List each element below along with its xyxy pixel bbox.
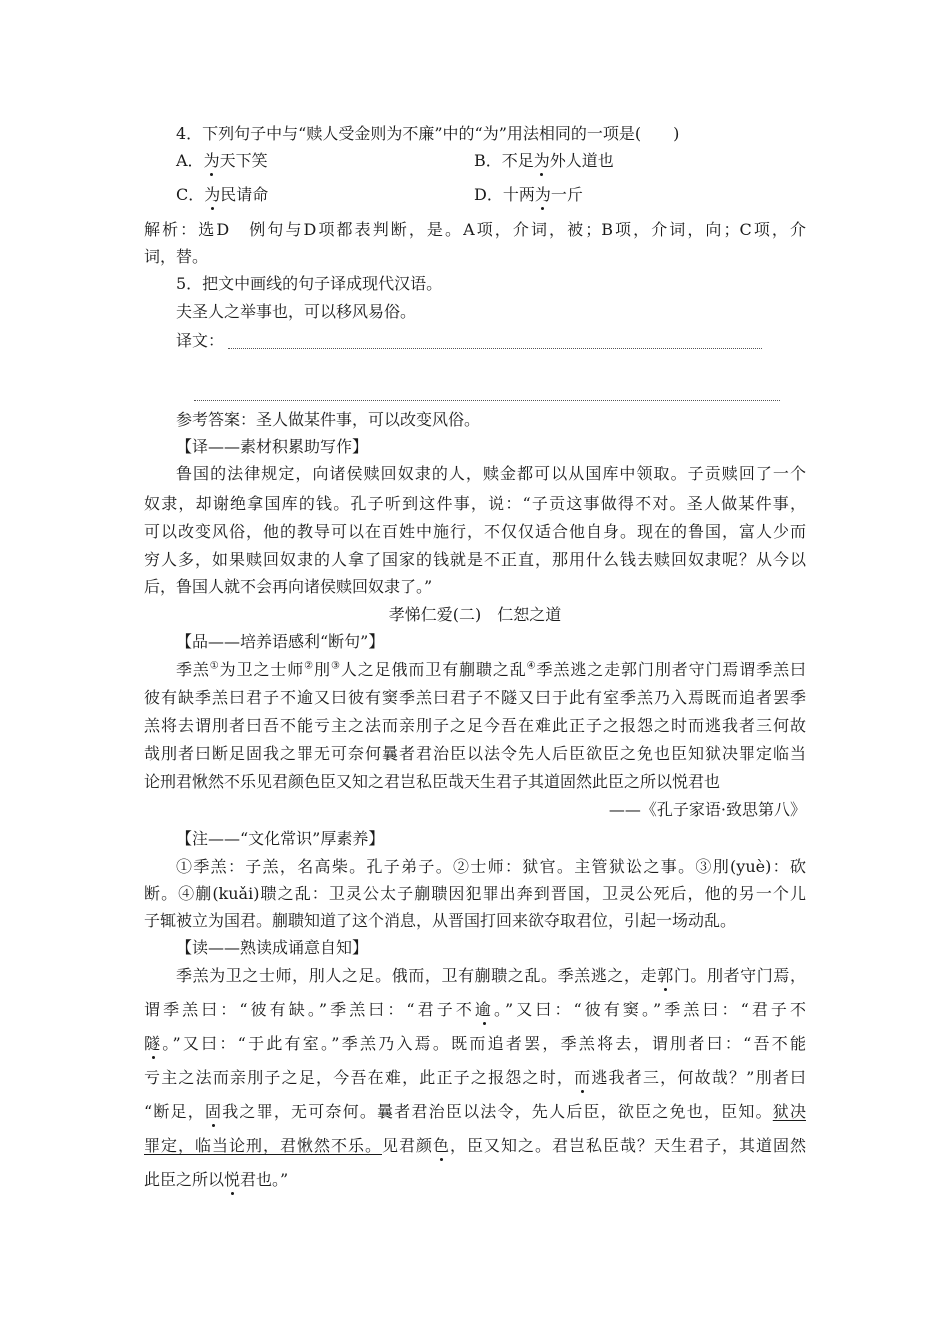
pin-line-5: 论刑君愀然不乐见君颜色臣又知之君岂私臣哉天生君子其道固然此臣之所以悦君也 bbox=[144, 772, 721, 791]
q4-a-text: 天下笑 bbox=[219, 151, 268, 170]
q4-analysis-line-1: 解析：选D 例句与D项都表判断，是。A项，介词，被；B项，介词，向；C项，介 bbox=[144, 220, 806, 239]
footnote-4-marker: ④ bbox=[526, 660, 537, 672]
note-line-1: ①季羔：子羔，名高柴。孔子弟子。②士师：狱官。主管狱讼之事。③刖(yuè)：砍 bbox=[176, 857, 806, 876]
q4-option-d bbox=[474, 185, 583, 205]
q4-a-dotted: 为 bbox=[203, 151, 220, 170]
read-dotted-4: 而 bbox=[574, 1068, 592, 1087]
pin-line-1: 季羔①为卫之士师②刖③人之足俄而卫有蒯聩之乱④季羔逃之走郭门刖者守门焉谓季羔曰 bbox=[176, 660, 806, 679]
translation-line-5: 后，鲁国人就不会再向诸侯赎回奴隶了。” bbox=[144, 577, 433, 596]
read-line-6: 罪定，临当论刑，君愀然不乐。见君颜色，臣又知之。君岂私臣哉？天生君子，其道固然 bbox=[144, 1136, 806, 1155]
note-line-2: 断。④蒯(kuǎi)聩之乱：卫灵公太子蒯聩因犯罪出奔到晋国，卫灵公死后，他的另一个儿 bbox=[144, 884, 806, 903]
q4-option-c bbox=[176, 185, 268, 205]
read-underlined-2: 罪定，临当论刑，君愀然不乐。 bbox=[144, 1136, 382, 1155]
q5-answer-blank-2[interactable] bbox=[194, 400, 780, 401]
q5-answer-blank-1[interactable] bbox=[228, 348, 762, 349]
read-line-5: “断足，固我之罪，无可奈何。曩者君治臣以法令，先人后臣，欲臣之免也，臣知。狱决 bbox=[144, 1102, 806, 1121]
translation-line-2: 奴隶，却谢绝拿国库的钱。孔子听到这件事，说：“子贡这事做得不对。圣人做某件事， bbox=[144, 494, 806, 513]
translation-line-1: 鲁国的法律规定，向诸侯赎回奴隶的人，赎金都可以从国库中领取。子贡赎回了一个 bbox=[176, 464, 806, 483]
read-dotted-3: 隧 bbox=[144, 1034, 163, 1053]
read-dotted-6: 色 bbox=[432, 1136, 450, 1155]
read-line-1: 季羔为卫之士师，刖人之足。俄而，卫有蒯聩之乱。季羔逃之，走郭门。刖者守门焉， bbox=[176, 966, 806, 985]
q4-option-a bbox=[176, 151, 268, 171]
read-line-4: 亏主之法而亲刖子之足，今吾在难，此正子之报怨之时，而逃我者三，何故哉？”刖者曰 bbox=[144, 1068, 806, 1087]
read-dotted-7: 悦 bbox=[224, 1170, 241, 1189]
q4-stem: 4．下列句子中与“赎人受金则为不廉”中的“为”用法相同的一项是( ) bbox=[176, 124, 680, 143]
q4-a-prefix: A． bbox=[176, 151, 204, 170]
q5-stem: 5．把文中画线的句子译成现代汉语。 bbox=[176, 274, 443, 293]
q4-c-prefix: C． bbox=[176, 185, 205, 204]
read-line-7: 此臣之所以悦君也。” bbox=[144, 1170, 289, 1189]
read-heading: 【读——熟读成诵意自知】 bbox=[176, 938, 369, 957]
footnote-2-marker: ② bbox=[304, 660, 315, 672]
read-dotted-2: 逾 bbox=[474, 1000, 494, 1019]
note-heading: 【注——“文化常识”厚素养】 bbox=[176, 829, 385, 848]
q5-reference-answer: 参考答案：圣人做某件事，可以改变风俗。 bbox=[176, 410, 481, 429]
q5-translation-label: 译文： bbox=[176, 331, 225, 350]
pin-line-3: 羔将去谓刖者曰吾不能亏主之法而亲刖子之足今吾在难此正子之报怨之时而逃我者三何故 bbox=[144, 716, 806, 735]
q5-sentence: 夫圣人之举事也，可以移风易俗。 bbox=[176, 302, 417, 321]
q4-analysis-line-2: 词，替。 bbox=[144, 247, 209, 266]
pin-source: ——《孔子家语·致思第八》 bbox=[608, 800, 806, 819]
read-dotted-5: 固 bbox=[205, 1102, 223, 1121]
q4-b-dotted: 为 bbox=[533, 151, 550, 170]
q4-d-text: 一斤 bbox=[550, 185, 583, 204]
translation-line-3: 可以改变风俗，他的教导可以在百姓中施行，不仅仅适合他自身。现在的鲁国，富人少而 bbox=[144, 522, 806, 541]
read-line-2: 谓季羔曰：“彼有缺。”季羔曰：“君子不逾。”又曰：“彼有窦。”季羔曰：“君子不 bbox=[144, 1000, 806, 1019]
note-line-3: 子辄被立为国君。蒯聩知道了这个消息，从晋国打回来欲夺取君位，引起一场动乱。 bbox=[144, 911, 737, 930]
q4-b-prefix: B．不足 bbox=[474, 151, 534, 170]
translation-line-4: 穷人多，如果赎回奴隶的人拿了国家的钱就是不正直，那用什么钱去赎回奴隶呢？从今以 bbox=[144, 550, 806, 569]
translation-heading: 【译——素材积累助写作】 bbox=[176, 437, 369, 456]
q4-c-text: 民请命 bbox=[220, 185, 269, 204]
read-line-3: 隧。”又曰：“于此有室。”季羔乃入焉。既而追者罢，季羔将去，谓刖者曰：“吾不能 bbox=[144, 1034, 806, 1053]
q4-d-prefix: D．十两 bbox=[474, 185, 535, 204]
q4-option-b bbox=[474, 151, 614, 171]
q4-c-dotted: 为 bbox=[204, 185, 221, 204]
footnote-1-marker: ① bbox=[209, 660, 220, 672]
pin-heading: 【品——培养语感利“断句”】 bbox=[176, 632, 385, 651]
read-dotted-1: 郭 bbox=[657, 966, 674, 985]
footnote-3-marker: ③ bbox=[330, 660, 341, 672]
section-title: 孝悌仁爱(二) 仁恕之道 bbox=[388, 605, 562, 624]
pin-line-2: 彼有缺季羔曰君子不逾又曰彼有窦季羔曰君子不隧又曰于此有室季羔乃入焉既而追者罢季 bbox=[144, 688, 806, 707]
read-underlined-1: 狱决 bbox=[772, 1102, 806, 1121]
pin-line-4: 哉刖者曰断足固我之罪无可奈何曩者君治臣以法令先人后臣欲臣之免也臣知狱决罪定临当 bbox=[144, 744, 806, 763]
q4-d-dotted: 为 bbox=[534, 185, 551, 204]
q4-b-text: 外人道也 bbox=[549, 151, 614, 170]
